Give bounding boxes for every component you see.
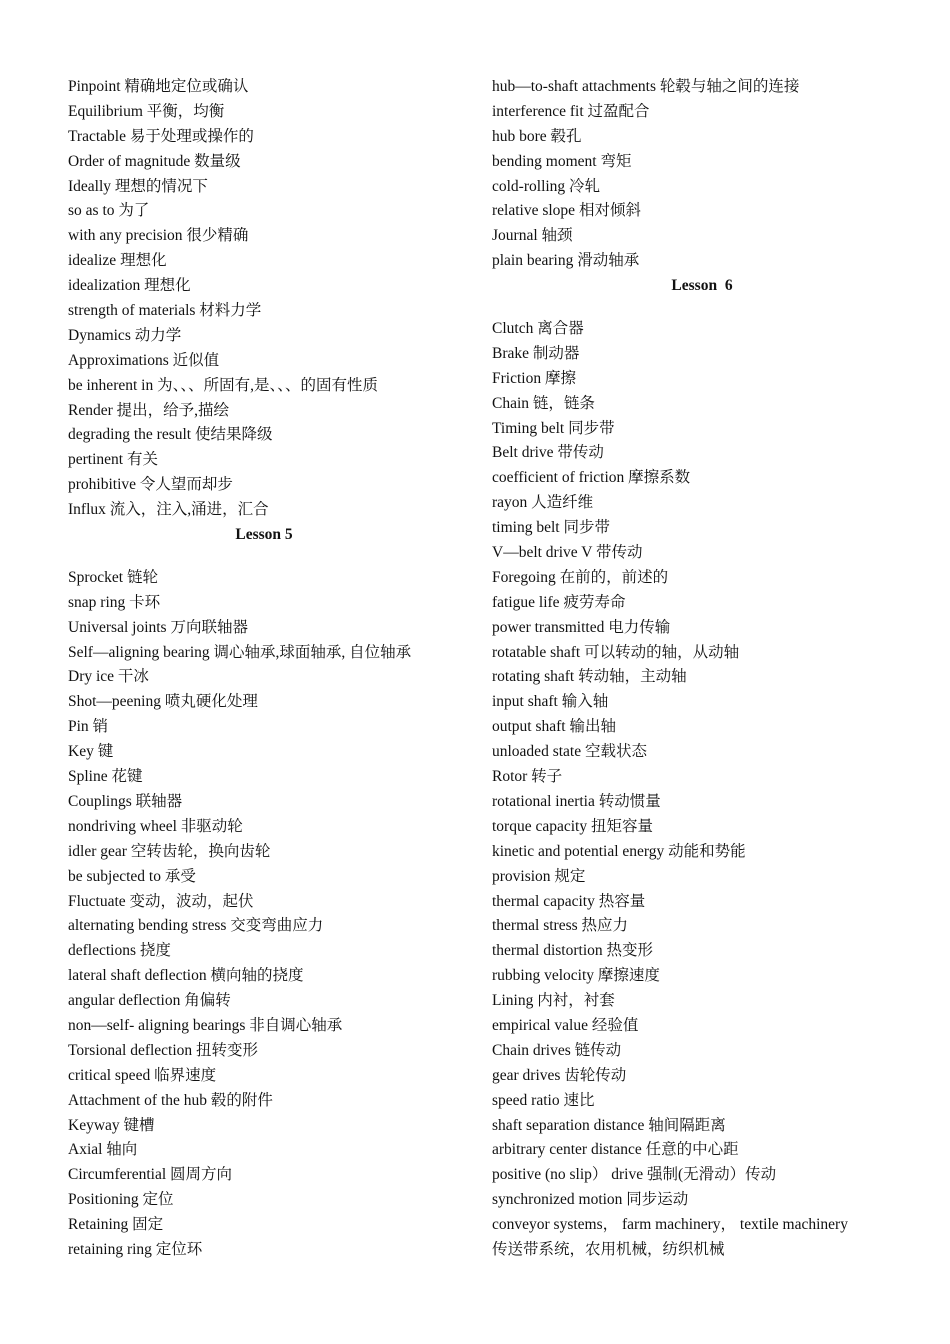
section-gap bbox=[492, 299, 912, 317]
glossary-entry: thermal distortion 热变形 bbox=[492, 942, 654, 960]
glossary-entry: idealization 理想化 bbox=[68, 277, 191, 295]
left-column bbox=[68, 75, 460, 1263]
glossary-entry: Self—aligning bearing 调心轴承,球面轴承, 自位轴承 bbox=[68, 643, 412, 661]
glossary-entry: Fluctuate 变动，波动，起伏 bbox=[68, 892, 254, 910]
glossary-entry: Sprocket 链轮 bbox=[68, 568, 158, 586]
glossary-entry: Dry ice 干冰 bbox=[68, 668, 149, 686]
lesson-6-heading: Lesson 6 bbox=[671, 277, 733, 295]
glossary-entry: rayon 人造纤维 bbox=[492, 494, 594, 512]
glossary-entry: hub bore 毂孔 bbox=[492, 127, 582, 145]
glossary-entry: timing belt 同步带 bbox=[492, 519, 610, 537]
glossary-entry: Attachment of the hub 毂的附件 bbox=[68, 1091, 273, 1109]
glossary-entry: Belt drive 带传动 bbox=[492, 444, 604, 462]
glossary-entry: Foregoing 在前的，前述的 bbox=[492, 568, 669, 586]
glossary-entry: Friction 摩擦 bbox=[492, 369, 576, 387]
glossary-entry: Retaining 固定 bbox=[68, 1216, 164, 1234]
glossary-entry: Pinpoint 精确地定位或确认 bbox=[68, 78, 249, 95]
glossary-entry: Influx 流入，注入,涌进，汇合 bbox=[68, 501, 269, 519]
glossary-entry: Chain 链，链条 bbox=[492, 394, 595, 412]
glossary-entry: bending moment 弯矩 bbox=[492, 152, 632, 170]
glossary-entry: Journal 轴颈 bbox=[492, 227, 573, 245]
glossary-entry: Torsional deflection 扭转变形 bbox=[68, 1041, 259, 1059]
glossary-entry: Universal joints 万向联轴器 bbox=[68, 618, 248, 636]
glossary-entry: Lining 内衬，衬套 bbox=[492, 992, 615, 1010]
glossary-entry: gear drives 齿轮传动 bbox=[492, 1066, 627, 1084]
glossary-entry: so as to 为了 bbox=[68, 202, 150, 220]
glossary-entry: lateral shaft deflection 横向轴的挠度 bbox=[68, 967, 304, 985]
glossary-entry: Timing belt 同步带 bbox=[492, 419, 615, 437]
glossary-entry: degrading the result 使结果降级 bbox=[68, 426, 273, 444]
glossary-entry: Chain drives 链传动 bbox=[492, 1041, 622, 1059]
glossary-entry: hub—to-shaft attachments 轮毂与轴之间的连接 bbox=[492, 78, 800, 95]
glossary-entry: unloaded state 空载状态 bbox=[492, 743, 647, 761]
left-glossary-list-b bbox=[68, 566, 460, 1263]
glossary-entry: deflections 挠度 bbox=[68, 942, 171, 960]
glossary-entry: interference fit 过盈配合 bbox=[492, 102, 650, 120]
glossary-entry: 传送带系统，农用机械，纺织机械 bbox=[492, 1240, 725, 1258]
glossary-entry: conveyor systems， farm machinery， textile machinery bbox=[492, 1216, 848, 1234]
glossary-entry: Shot—peening 喷丸硬化处理 bbox=[68, 693, 258, 711]
glossary-entry: non—self- aligning bearings 非自调心轴承 bbox=[68, 1016, 343, 1034]
glossary-entry: critical speed 临界速度 bbox=[68, 1066, 217, 1084]
glossary-entry: relative slope 相对倾斜 bbox=[492, 202, 641, 220]
glossary-entry: kinetic and potential energy 动能和势能 bbox=[492, 842, 746, 860]
glossary-entry: plain bearing 滑动轴承 bbox=[492, 252, 640, 270]
glossary-entry: Brake 制动器 bbox=[492, 344, 580, 362]
section-gap bbox=[68, 548, 460, 566]
glossary-entry: fatigue life 疲劳寿命 bbox=[492, 593, 626, 611]
glossary-entry: arbitrary center distance 任意的中心距 bbox=[492, 1141, 739, 1159]
glossary-entry: Pin 销 bbox=[68, 718, 109, 736]
glossary-entry: torque capacity 扭矩容量 bbox=[492, 817, 653, 835]
glossary-entry: positive (no slip） drive 强制(无滑动）传动 bbox=[492, 1166, 777, 1184]
glossary-entry: coefficient of friction 摩擦系数 bbox=[492, 469, 691, 487]
glossary-entry: Spline 花键 bbox=[68, 768, 143, 786]
glossary-entry: Tractable 易于处理或操作的 bbox=[68, 127, 254, 145]
glossary-entry: V—belt drive V 带传动 bbox=[492, 544, 643, 562]
glossary-entry: empirical value 经验值 bbox=[492, 1016, 639, 1034]
glossary-entry: Equilibrium 平衡，均衡 bbox=[68, 102, 225, 120]
glossary-entry: alternating bending stress 交变弯曲应力 bbox=[68, 917, 324, 935]
glossary-entry: idealize 理想化 bbox=[68, 252, 167, 270]
glossary-entry: rotatable shaft 可以转动的轴，从动轴 bbox=[492, 643, 740, 661]
glossary-entry: angular deflection 角偏转 bbox=[68, 992, 231, 1010]
glossary-entry: with any precision 很少精确 bbox=[68, 227, 249, 245]
left-glossary-list-a bbox=[68, 75, 460, 523]
glossary-entry: rotational inertia 转动惯量 bbox=[492, 792, 661, 810]
glossary-entry: power transmitted 电力传输 bbox=[492, 618, 671, 636]
right-column bbox=[492, 75, 912, 1263]
glossary-entry: pertinent 有关 bbox=[68, 451, 158, 469]
glossary-entry: Render 提出，给予,描绘 bbox=[68, 401, 230, 419]
glossary-entry: thermal capacity 热容量 bbox=[492, 892, 646, 910]
glossary-entry: thermal stress 热应力 bbox=[492, 917, 629, 935]
glossary-entry: Approximations 近似值 bbox=[68, 351, 220, 369]
right-glossary-list-b bbox=[492, 317, 912, 1263]
glossary-entry: Clutch 离合器 bbox=[492, 320, 584, 338]
right-glossary-list-a bbox=[492, 75, 912, 274]
glossary-entry: output shaft 输出轴 bbox=[492, 718, 616, 736]
glossary-entry: rotating shaft 转动轴，主动轴 bbox=[492, 668, 687, 686]
glossary-entry: speed ratio 速比 bbox=[492, 1091, 595, 1109]
glossary-entry: strength of materials 材料力学 bbox=[68, 302, 262, 320]
glossary-entry: Dynamics 动力学 bbox=[68, 326, 182, 344]
glossary-entry: Positioning 定位 bbox=[68, 1191, 174, 1209]
glossary-entry: input shaft 输入轴 bbox=[492, 693, 609, 711]
glossary-entry: nondriving wheel 非驱动轮 bbox=[68, 817, 243, 835]
glossary-entry: Circumferential 圆周方向 bbox=[68, 1166, 232, 1184]
glossary-entry: idler gear 空转齿轮，换向齿轮 bbox=[68, 842, 271, 860]
glossary-entry: cold-rolling 冷轧 bbox=[492, 177, 601, 195]
glossary-entry: prohibitive 令人望而却步 bbox=[68, 476, 233, 494]
glossary-entry: Order of magnitude 数量级 bbox=[68, 152, 241, 170]
glossary-entry: be inherent in 为、、、所固有,是、、、的固有性质 bbox=[68, 376, 378, 394]
glossary-entry: provision 规定 bbox=[492, 867, 586, 885]
glossary-entry: shaft separation distance 轴间隔距离 bbox=[492, 1116, 726, 1134]
glossary-entry: Key 键 bbox=[68, 743, 114, 761]
glossary-entry: Keyway 键槽 bbox=[68, 1116, 155, 1134]
glossary-entry: retaining ring 定位环 bbox=[68, 1240, 203, 1258]
glossary-entry: Couplings 联轴器 bbox=[68, 792, 183, 810]
glossary-entry: Axial 轴向 bbox=[68, 1141, 138, 1159]
lesson-5-heading: Lesson 5 bbox=[235, 526, 293, 544]
glossary-entry: snap ring 卡环 bbox=[68, 593, 161, 611]
glossary-entry: Ideally 理想的情况下 bbox=[68, 177, 208, 195]
glossary-entry: synchronized motion 同步运动 bbox=[492, 1191, 689, 1209]
glossary-entry: rubbing velocity 摩擦速度 bbox=[492, 967, 660, 985]
glossary-entry: Rotor 转子 bbox=[492, 768, 563, 786]
glossary-entry: be subjected to 承受 bbox=[68, 867, 196, 885]
